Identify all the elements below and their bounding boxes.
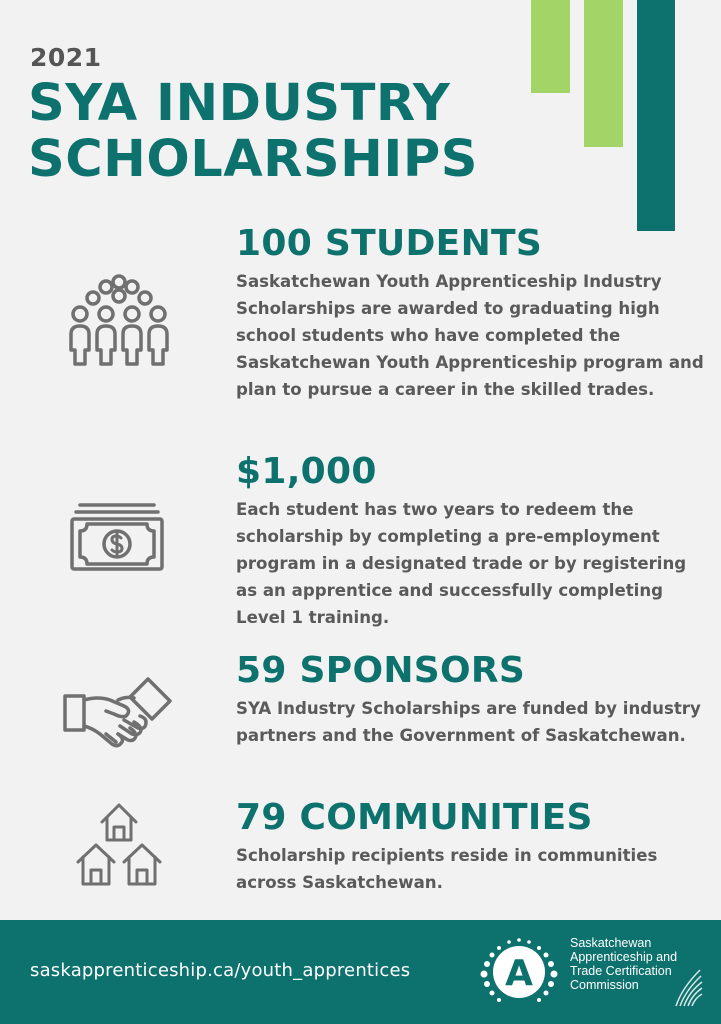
section-students-heading: 100 STUDENTS (236, 223, 543, 264)
money-bills-icon (70, 502, 166, 574)
section-sponsors-body: SYA Industry Scholarships are funded by industry partners and the Government of Saskatchewan. (236, 699, 701, 745)
section-students-body: Saskatchewan Youth Apprenticeship Industry Scholarships are awarded to graduating high school students who have completed the Saskatchewan Youth Apprenticeship program and plan to pursue a career in the skilled trades. (236, 272, 704, 399)
logo-text-line-1: Saskatchewan (570, 936, 652, 950)
section-sponsors (236, 651, 706, 749)
year-label: 2021 (30, 43, 102, 72)
logo-text-line-3: Trade Certification (570, 964, 672, 978)
page-title-line-1: SYA INDUSTRY (28, 74, 451, 133)
section-communities-body: Scholarship recipients reside in communities across Saskatchewan. (236, 846, 658, 892)
decorative-bar-green-tall (584, 0, 623, 147)
section-sponsors-heading: 59 SPONSORS (236, 650, 526, 691)
people-group-icon (68, 272, 170, 372)
page-title-line-2: SCHOLARSHIPS (28, 130, 478, 189)
footer-website-link[interactable]: saskapprenticeship.ca/youth_apprentices (30, 960, 411, 981)
wheat-leaf-icon (674, 968, 704, 1012)
section-communities-heading: 79 COMMUNITIES (236, 797, 593, 838)
footer (0, 920, 721, 1024)
section-amount (236, 452, 706, 631)
page-title (28, 76, 478, 188)
houses-icon (76, 800, 162, 888)
section-amount-body: Each student has two years to redeem the scholarship by completing a pre-employment program in a designated trade or by registering as an apprentice and successfully completing Level 1 training. (236, 500, 687, 627)
section-amount-heading: $1,000 (236, 451, 377, 492)
logo-text-line-2: Apprenticeship and (570, 950, 678, 964)
logo-text-line-4: Commission (570, 978, 639, 992)
decorative-bar-green-short (531, 0, 570, 93)
section-communities (236, 798, 706, 896)
section-students (236, 224, 706, 403)
satcc-logo-icon (475, 934, 563, 1014)
decorative-bar-teal (637, 0, 675, 231)
logo-letter: A (505, 953, 533, 994)
handshake-icon (62, 676, 174, 748)
